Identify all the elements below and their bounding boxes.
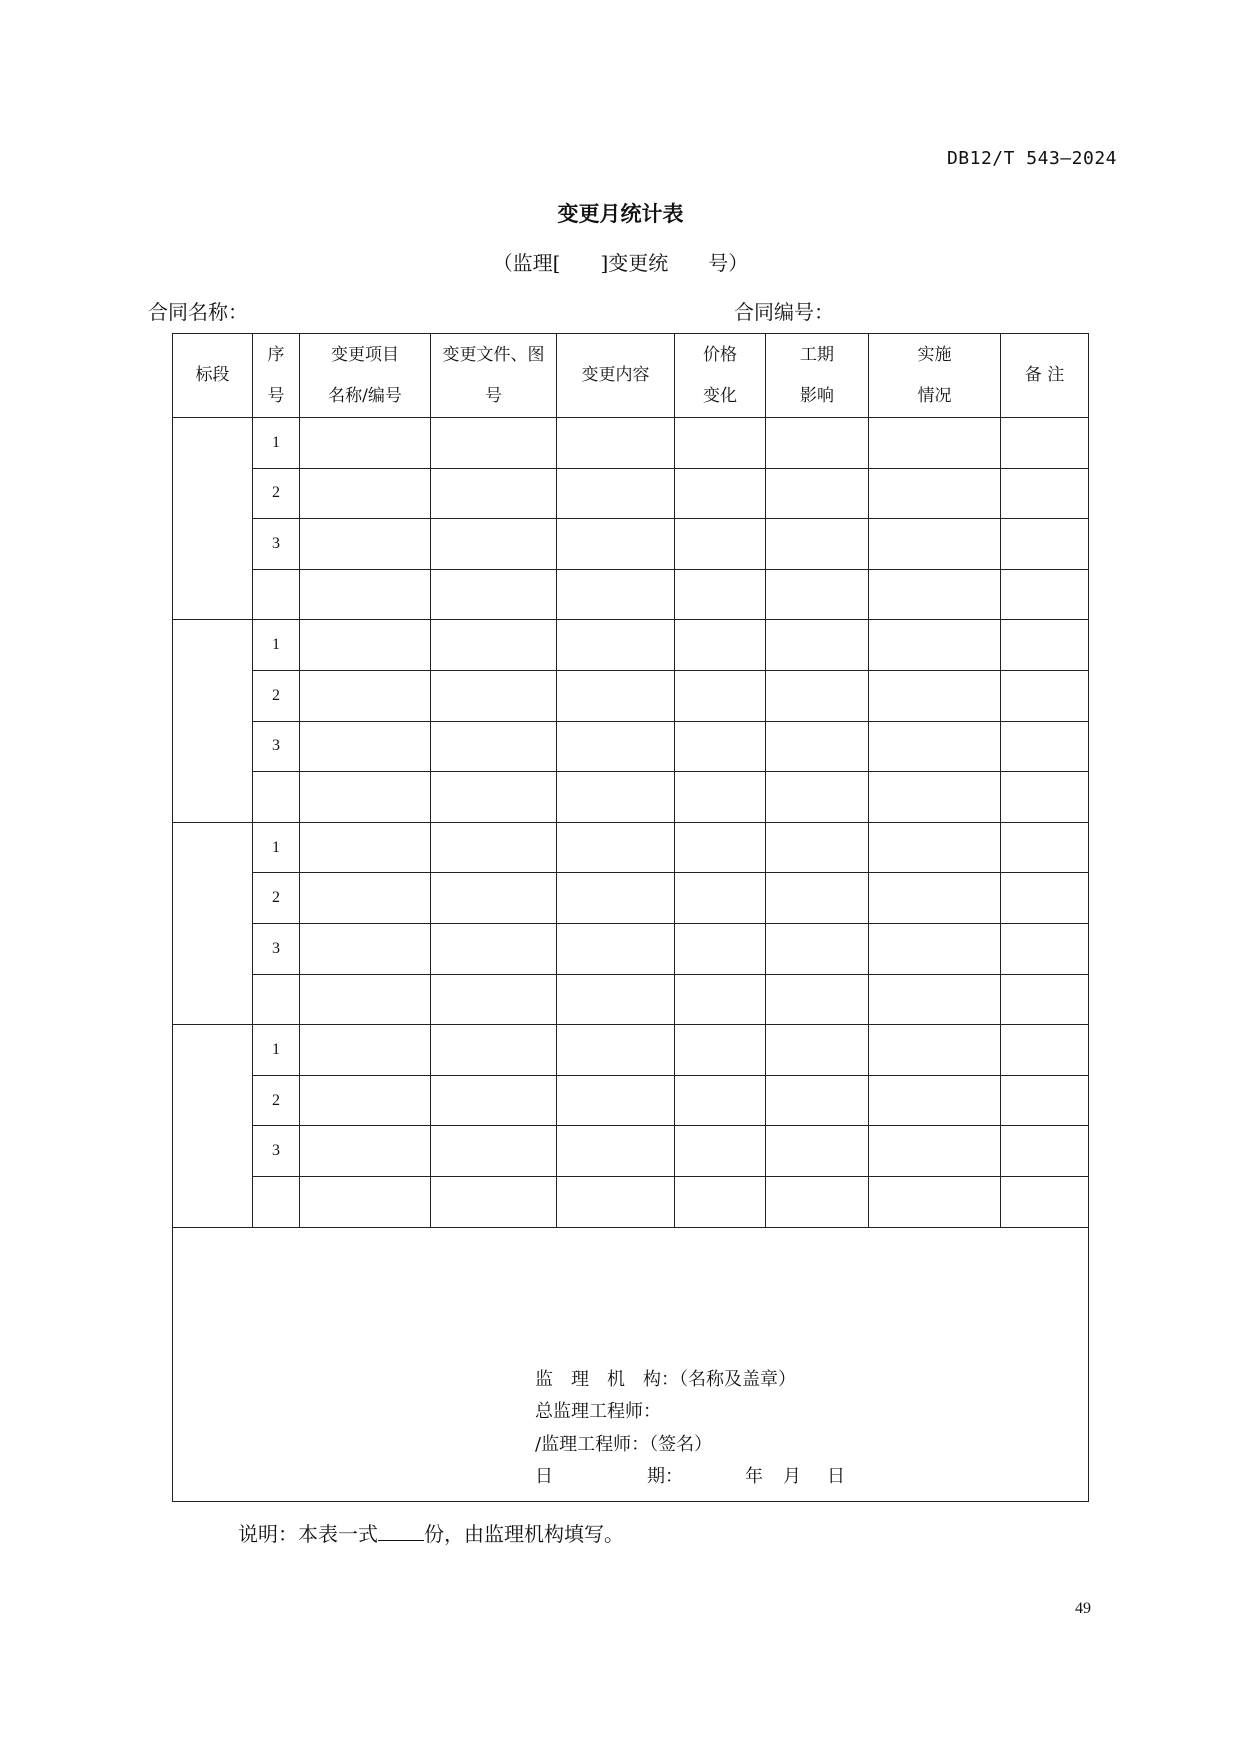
data-cell[interactable] — [1001, 519, 1089, 570]
data-cell[interactable] — [557, 974, 675, 1025]
header-item-name: 变更项目 名称/编号 — [300, 334, 431, 418]
data-cell[interactable] — [300, 1126, 431, 1177]
seq-cell: 2 — [253, 468, 300, 519]
data-cell[interactable] — [869, 1126, 1001, 1177]
data-cell[interactable] — [557, 468, 675, 519]
data-cell[interactable] — [300, 873, 431, 924]
contract-number-label: 合同编号： — [734, 300, 834, 324]
table-row — [173, 822, 1089, 873]
data-cell[interactable] — [869, 569, 1001, 620]
seq-cell: 3 — [253, 923, 300, 974]
data-cell[interactable] — [869, 468, 1001, 519]
seq-cell: 2 — [253, 1075, 300, 1126]
data-cell[interactable] — [766, 974, 869, 1025]
data-cell[interactable] — [766, 519, 869, 570]
data-cell[interactable] — [766, 1126, 869, 1177]
date-line — [535, 1461, 845, 1494]
data-cell[interactable] — [869, 519, 1001, 570]
header-seq: 序 号 — [253, 334, 300, 418]
data-cell[interactable] — [1001, 1126, 1089, 1177]
data-cell[interactable] — [431, 519, 557, 570]
header-remarks: 备 注 — [1001, 334, 1089, 418]
table-row — [173, 1075, 1089, 1126]
seq-cell: 3 — [253, 1126, 300, 1177]
signature-row — [173, 1227, 1089, 1501]
signature-block — [535, 1364, 845, 1494]
data-cell[interactable] — [557, 620, 675, 671]
data-cell[interactable] — [675, 418, 766, 469]
date-month: 月 — [783, 1466, 801, 1487]
data-cell[interactable] — [869, 670, 1001, 721]
table-row — [173, 974, 1089, 1025]
form-note: 说明：本表一式 份，由监理机构填写。 — [238, 1522, 624, 1546]
form-title: 变更月统计表 — [557, 202, 684, 226]
data-cell[interactable] — [431, 721, 557, 772]
table-row — [173, 569, 1089, 620]
data-cell[interactable] — [675, 772, 766, 823]
data-cell[interactable] — [675, 822, 766, 873]
seq-cell: 3 — [253, 721, 300, 772]
data-cell[interactable] — [675, 620, 766, 671]
data-cell[interactable] — [766, 1075, 869, 1126]
data-cell[interactable] — [431, 418, 557, 469]
data-cell[interactable] — [557, 519, 675, 570]
table-row — [173, 620, 1089, 671]
data-cell[interactable] — [869, 1025, 1001, 1076]
table-row — [173, 1025, 1089, 1076]
data-cell[interactable] — [1001, 772, 1089, 823]
data-cell[interactable] — [675, 1126, 766, 1177]
chief-engineer-line: 总监理工程师： — [535, 1401, 661, 1422]
data-cell[interactable] — [675, 519, 766, 570]
data-cell[interactable] — [300, 670, 431, 721]
data-cell[interactable] — [766, 468, 869, 519]
data-cell[interactable] — [675, 923, 766, 974]
copies-blank — [378, 1522, 424, 1541]
data-cell[interactable] — [869, 721, 1001, 772]
data-cell[interactable] — [300, 519, 431, 570]
table-row — [173, 670, 1089, 721]
data-cell[interactable] — [766, 721, 869, 772]
data-cell[interactable] — [557, 569, 675, 620]
data-cell[interactable] — [300, 1176, 431, 1227]
section-cell[interactable] — [173, 1025, 253, 1227]
seq-cell: 1 — [253, 418, 300, 469]
section-cell[interactable] — [173, 620, 253, 822]
seq-cell — [253, 974, 300, 1025]
data-cell[interactable] — [300, 721, 431, 772]
data-cell[interactable] — [1001, 620, 1089, 671]
data-cell[interactable] — [557, 418, 675, 469]
table-row — [173, 772, 1089, 823]
data-cell[interactable] — [766, 1025, 869, 1076]
data-cell[interactable] — [1001, 873, 1089, 924]
data-cell[interactable] — [675, 721, 766, 772]
data-cell[interactable] — [431, 670, 557, 721]
table-row — [173, 418, 1089, 469]
data-cell[interactable] — [869, 923, 1001, 974]
data-cell[interactable] — [675, 1025, 766, 1076]
table-row — [173, 721, 1089, 772]
header-section: 标段 — [173, 334, 253, 418]
data-cell[interactable] — [557, 1176, 675, 1227]
engineer-line: /监理工程师：（签名） — [535, 1433, 713, 1455]
document-code: DB12/T 543—2024 — [946, 148, 1117, 169]
data-cell[interactable] — [557, 721, 675, 772]
seq-cell — [253, 569, 300, 620]
data-cell[interactable] — [557, 1126, 675, 1177]
data-cell[interactable] — [300, 1075, 431, 1126]
header-price-change: 价格 变化 — [675, 334, 766, 418]
data-cell[interactable] — [431, 873, 557, 924]
data-cell[interactable] — [431, 1025, 557, 1076]
data-cell[interactable] — [766, 923, 869, 974]
header-row — [173, 334, 1089, 418]
data-cell[interactable] — [869, 620, 1001, 671]
seq-cell: 1 — [253, 822, 300, 873]
section-cell[interactable] — [173, 418, 253, 620]
data-cell[interactable] — [300, 822, 431, 873]
data-cell[interactable] — [1001, 1176, 1089, 1227]
seq-cell: 1 — [253, 620, 300, 671]
data-cell[interactable] — [431, 772, 557, 823]
seq-cell: 2 — [253, 670, 300, 721]
seq-cell: 1 — [253, 1025, 300, 1076]
data-cell[interactable] — [766, 620, 869, 671]
section-cell[interactable] — [173, 822, 253, 1024]
data-cell[interactable] — [675, 569, 766, 620]
data-cell[interactable] — [300, 468, 431, 519]
header-doc-no: 变更文件、图 号 — [431, 334, 557, 418]
data-cell[interactable] — [675, 974, 766, 1025]
data-cell[interactable] — [869, 1176, 1001, 1227]
data-cell[interactable] — [300, 772, 431, 823]
data-cell[interactable] — [869, 974, 1001, 1025]
date-day: 日 — [827, 1466, 845, 1487]
data-cell[interactable] — [431, 468, 557, 519]
data-cell[interactable] — [557, 923, 675, 974]
data-cell[interactable] — [869, 873, 1001, 924]
data-cell[interactable] — [766, 1176, 869, 1227]
data-cell[interactable] — [766, 822, 869, 873]
data-cell[interactable] — [557, 670, 675, 721]
data-cell[interactable] — [1001, 418, 1089, 469]
table-row — [173, 1126, 1089, 1177]
data-cell[interactable] — [869, 418, 1001, 469]
data-cell[interactable] — [431, 569, 557, 620]
data-cell[interactable] — [431, 1176, 557, 1227]
data-cell[interactable] — [1001, 1075, 1089, 1126]
data-cell[interactable] — [557, 1075, 675, 1126]
data-cell[interactable] — [1001, 468, 1089, 519]
data-cell[interactable] — [431, 974, 557, 1025]
table-row — [173, 468, 1089, 519]
data-cell[interactable] — [1001, 670, 1089, 721]
supervision-org-line: 监 理 机 构：（名称及盖章） — [535, 1368, 796, 1390]
data-cell[interactable] — [869, 1075, 1001, 1126]
date-label: 日 — [535, 1466, 553, 1487]
seq-cell: 2 — [253, 873, 300, 924]
date-colon: 期： — [647, 1466, 683, 1487]
table-row — [173, 923, 1089, 974]
data-cell[interactable] — [675, 1176, 766, 1227]
data-cell[interactable] — [766, 418, 869, 469]
data-cell[interactable] — [557, 873, 675, 924]
data-cell[interactable] — [1001, 1025, 1089, 1076]
data-cell[interactable] — [675, 1075, 766, 1126]
signature-cell — [173, 1227, 1089, 1501]
date-year: 年 — [745, 1466, 763, 1487]
data-cell[interactable] — [431, 923, 557, 974]
data-cell[interactable] — [1001, 822, 1089, 873]
data-cell[interactable] — [300, 923, 431, 974]
data-cell[interactable] — [431, 1075, 557, 1126]
data-cell[interactable] — [766, 569, 869, 620]
data-cell[interactable] — [557, 772, 675, 823]
seq-cell: 3 — [253, 519, 300, 570]
page-number: 49 — [1075, 1600, 1091, 1617]
data-cell[interactable] — [431, 1126, 557, 1177]
data-cell[interactable] — [300, 620, 431, 671]
data-cell[interactable] — [300, 974, 431, 1025]
seq-cell — [253, 1176, 300, 1227]
data-cell[interactable] — [300, 1025, 431, 1076]
data-cell[interactable] — [766, 670, 869, 721]
table-row — [173, 519, 1089, 570]
data-cell[interactable] — [869, 772, 1001, 823]
data-cell[interactable] — [1001, 721, 1089, 772]
data-cell[interactable] — [1001, 974, 1089, 1025]
data-cell[interactable] — [431, 822, 557, 873]
data-cell[interactable] — [766, 873, 869, 924]
form-subtitle: （监理[ ]变更统 号） — [492, 251, 749, 275]
table-row — [173, 873, 1089, 924]
data-cell[interactable] — [675, 468, 766, 519]
change-statistics-table — [172, 333, 1089, 1502]
data-cell[interactable] — [300, 569, 431, 620]
data-cell[interactable] — [766, 772, 869, 823]
data-cell[interactable] — [300, 418, 431, 469]
data-cell[interactable] — [675, 873, 766, 924]
data-cell[interactable] — [557, 822, 675, 873]
data-cell[interactable] — [431, 620, 557, 671]
header-implementation: 实施 情况 — [869, 334, 1001, 418]
header-schedule-impact: 工期 影响 — [766, 334, 869, 418]
table-row — [173, 1176, 1089, 1227]
header-content: 变更内容 — [557, 334, 675, 418]
data-cell[interactable] — [675, 670, 766, 721]
data-cell[interactable] — [1001, 569, 1089, 620]
seq-cell — [253, 772, 300, 823]
data-cell[interactable] — [1001, 923, 1089, 974]
data-cell[interactable] — [869, 822, 1001, 873]
data-cell[interactable] — [557, 1025, 675, 1076]
contract-name-label: 合同名称： — [148, 300, 248, 324]
